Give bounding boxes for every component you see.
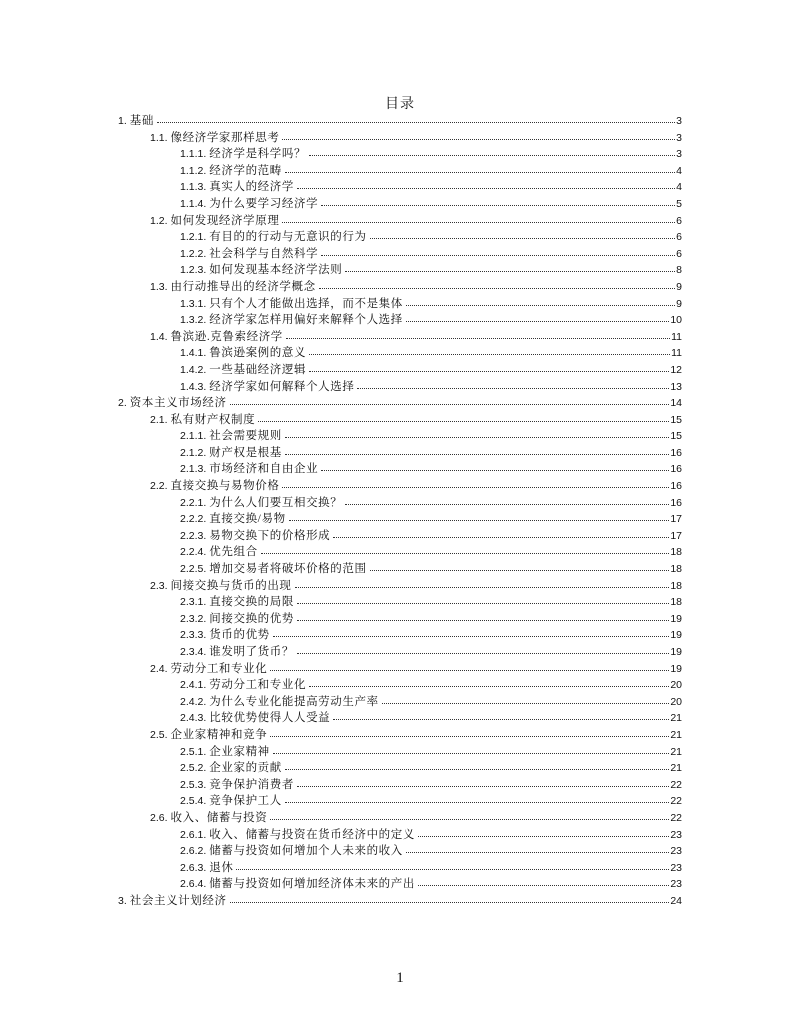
toc-entry-2-5[interactable] <box>118 726 682 743</box>
toc-entry-number: 2.4.3. <box>180 712 207 725</box>
dot-leader <box>282 129 675 141</box>
dot-leader <box>289 510 670 522</box>
toc-entry-label: 直接交换/易物 <box>209 513 286 526</box>
toc-entry-label: 经济学家如何解释个人选择 <box>209 380 355 393</box>
toc-entry-label: 基础 <box>129 115 154 127</box>
toc-entry-label: 社会科学与自然科学 <box>209 247 319 260</box>
toc-entry-label: 如何发现经济学原理 <box>170 214 280 227</box>
toc-entry-label: 企业家精神和竞争 <box>170 728 268 741</box>
toc-entry-1-4-1[interactable] <box>118 344 682 361</box>
toc-entry-2-1-2[interactable] <box>118 444 682 461</box>
dot-leader <box>309 676 669 688</box>
toc-entry-number: 1.4.1. <box>180 347 207 360</box>
toc-entry-number: 2.5.3. <box>180 778 207 791</box>
toc-entry-label: 私有财产权制度 <box>170 413 256 426</box>
toc-entry-label: 储蓄与投资如何增加个人未来的收入 <box>209 845 403 858</box>
toc-entry-page: 15 <box>670 430 682 443</box>
dot-leader <box>270 726 669 738</box>
toc-entry-page: 16 <box>670 446 682 459</box>
toc-entry-1-2[interactable] <box>118 212 682 229</box>
dot-leader <box>333 709 669 721</box>
dot-leader <box>370 228 675 240</box>
toc-entry-label: 像经济学家那样思考 <box>170 131 280 144</box>
dot-leader <box>321 460 669 472</box>
toc-entry-number: 1.4.3. <box>180 380 207 393</box>
dot-leader <box>345 494 669 506</box>
dot-leader <box>273 743 670 755</box>
toc-entry-2-5-1[interactable] <box>118 743 682 760</box>
toc-entry-2-1-1[interactable] <box>118 427 682 444</box>
dot-leader <box>286 328 670 340</box>
dot-leader <box>285 792 669 804</box>
toc-entry-1[interactable] <box>118 112 682 129</box>
toc-entry-number: 2.3.4. <box>180 646 207 658</box>
toc-entry-number: 2. <box>118 397 127 410</box>
toc-entry-page: 23 <box>670 878 682 891</box>
toc-entry-number: 2.3.2. <box>180 612 207 625</box>
dot-leader <box>285 162 675 174</box>
toc-entry-label: 间接交换的优势 <box>209 612 294 625</box>
toc-entry-label: 一些基础经济逻辑 <box>209 363 307 376</box>
dot-leader <box>261 543 670 555</box>
toc-entry-1-2-1[interactable] <box>118 228 682 245</box>
toc-entry-2-6-1[interactable] <box>118 826 682 843</box>
toc-entry-1-1-1[interactable] <box>118 145 682 162</box>
toc-entry-number: 2.5.1. <box>180 745 207 758</box>
toc-entry-page: 23 <box>670 845 682 858</box>
toc-entry-number: 1.1.2. <box>180 164 207 177</box>
toc-entry-1-2-2[interactable] <box>118 245 682 262</box>
toc-entry-label: 直接交换与易物价格 <box>170 480 280 493</box>
dot-leader <box>295 577 670 589</box>
dot-leader <box>297 593 669 605</box>
toc-entry-number: 2.4.1. <box>180 679 207 692</box>
toc-entry-2-4-3[interactable] <box>118 709 682 726</box>
toc-entry-label: 劳动分工和专业化 <box>209 679 307 692</box>
toc-entry-page: 14 <box>670 397 682 410</box>
toc-entry-2-3-1[interactable] <box>118 593 682 610</box>
toc-entry-label: 易物交换下的价格形成 <box>209 529 331 542</box>
toc-entry-number: 2.6.1. <box>180 828 207 841</box>
toc-entry-page: 8 <box>676 264 682 277</box>
toc-entry-number: 2.1.3. <box>180 463 207 476</box>
dot-leader <box>370 560 670 572</box>
dot-leader <box>321 245 675 257</box>
toc-entry-label: 竞争保护消费者 <box>209 778 294 791</box>
toc-entry-label: 社会主义计划经济 <box>129 894 227 907</box>
dot-leader <box>230 892 670 904</box>
toc-entry-page: 16 <box>670 496 682 509</box>
dot-leader <box>382 693 670 705</box>
toc-entry-page: 20 <box>670 695 682 708</box>
toc-entry-label: 由行动推导出的经济学概念 <box>170 280 316 293</box>
toc-entry-label: 货币的优势 <box>209 629 270 642</box>
toc-entry-page: 21 <box>670 745 682 758</box>
toc-entry-label: 竞争保护工人 <box>209 795 282 808</box>
toc-entry-page: 22 <box>670 811 682 824</box>
toc-entry-number: 2.4. <box>150 662 168 675</box>
toc-entry-number: 2.5.4. <box>180 795 207 808</box>
toc-entry-page: 24 <box>670 894 682 907</box>
dot-leader <box>282 477 669 489</box>
dot-leader <box>309 361 669 373</box>
toc-entry-label: 鲁滨逊案例的意义 <box>209 347 307 360</box>
toc-entry-page: 20 <box>670 679 682 692</box>
toc-entry-number: 2.1.2. <box>180 446 207 459</box>
toc-entry-page: 16 <box>670 480 682 493</box>
toc-entry-page: 22 <box>670 795 682 808</box>
toc-entry-2-6[interactable] <box>118 809 682 826</box>
toc-entry-page: 4 <box>676 181 682 194</box>
dot-leader <box>282 212 675 224</box>
toc-entry-number: 1.1. <box>150 131 168 144</box>
toc-entry-number: 2.2. <box>150 480 168 493</box>
toc-entry-label: 增加交易者将破坏价格的范围 <box>209 563 367 576</box>
page-number: 1 <box>396 970 404 986</box>
toc-entry-2-5-3[interactable] <box>118 776 682 793</box>
toc-entry-2-1-3[interactable] <box>118 460 682 477</box>
dot-leader <box>406 842 669 854</box>
toc-entry-label: 企业家的贡献 <box>209 762 282 775</box>
dot-leader <box>273 626 670 638</box>
toc-entry-page: 18 <box>670 546 682 559</box>
toc-entry-page: 6 <box>676 231 682 244</box>
toc-entry-number: 1. <box>118 115 127 127</box>
toc-entry-page: 13 <box>670 380 682 393</box>
toc-entry-page: 17 <box>670 513 682 526</box>
toc-entry-number: 2.3.1. <box>180 596 207 609</box>
toc-entry-label: 直接交换的局限 <box>209 596 294 609</box>
toc-entry-2-1[interactable] <box>118 411 682 428</box>
toc-entry-label: 优先组合 <box>209 546 258 559</box>
toc-entry-label: 有目的的行动与无意识的行为 <box>209 231 367 244</box>
dot-leader <box>285 444 669 456</box>
dot-leader <box>157 112 675 124</box>
toc-entry-1-2-3[interactable] <box>118 261 682 278</box>
dot-leader <box>357 378 669 390</box>
toc-entry-number: 2.5.2. <box>180 762 207 775</box>
toc-entry-2-6-2[interactable] <box>118 842 682 859</box>
dot-leader <box>321 195 675 207</box>
toc-entry-page: 21 <box>670 762 682 775</box>
toc-entry-page: 19 <box>670 662 682 675</box>
toc-entry-number: 2.2.5. <box>180 563 207 576</box>
dot-leader <box>297 643 669 655</box>
toc-entry-label: 储蓄与投资如何增加经济体未来的产出 <box>209 878 415 891</box>
toc-entry-label: 退休 <box>209 861 234 874</box>
table-of-contents <box>118 112 682 909</box>
toc-entry-label: 资本主义市场经济 <box>129 397 227 410</box>
toc-entry-label: 鲁滨逊.克鲁索经济学 <box>170 330 283 343</box>
toc-entry-number: 1.4.2. <box>180 363 207 376</box>
dot-leader <box>309 145 675 157</box>
dot-leader <box>333 527 669 539</box>
toc-entry-1-3[interactable] <box>118 278 682 295</box>
toc-entry-1-4-2[interactable] <box>118 361 682 378</box>
toc-entry-page: 18 <box>670 596 682 609</box>
toc-entry-number: 2.1.1. <box>180 430 207 443</box>
toc-entry-2-2-3[interactable] <box>118 527 682 544</box>
toc-entry-label: 经济学是科学吗？ <box>209 148 307 161</box>
toc-entry-number: 2.1. <box>150 413 168 426</box>
toc-entry-page: 18 <box>670 579 682 592</box>
dot-leader <box>406 295 675 307</box>
toc-entry-label: 为什么专业化能提高劳动生产率 <box>209 695 379 708</box>
toc-entry-2-4-1[interactable] <box>118 676 682 693</box>
toc-entry-2-4[interactable] <box>118 660 682 677</box>
toc-entry-number: 2.6.3. <box>180 861 207 874</box>
dot-leader <box>297 178 675 190</box>
toc-entry-label: 为什么要学习经济学 <box>209 197 319 210</box>
toc-entry-page: 23 <box>670 828 682 841</box>
toc-entry-2-3-4[interactable] <box>118 643 682 660</box>
toc-entry-page: 22 <box>670 778 682 791</box>
toc-entry-page: 21 <box>670 712 682 725</box>
toc-entry-label: 企业家精神 <box>209 745 270 758</box>
toc-entry-2-6-4[interactable] <box>118 875 682 892</box>
toc-entry-2-2-2[interactable] <box>118 510 682 527</box>
toc-entry-label: 财产权是根基 <box>209 446 282 459</box>
toc-entry-page: 11 <box>671 330 682 343</box>
dot-leader <box>418 875 669 887</box>
toc-entry-page: 4 <box>676 164 682 177</box>
dot-leader <box>258 411 669 423</box>
toc-entry-label: 收入、储蓄与投资 <box>170 811 268 824</box>
toc-entry-page: 17 <box>670 529 682 542</box>
toc-entry-number: 1.2.1. <box>180 231 207 244</box>
toc-entry-number: 1.1.4. <box>180 197 207 210</box>
toc-entry-2-3-3[interactable] <box>118 626 682 643</box>
toc-entry-label: 比较优势使得人人受益 <box>209 712 331 725</box>
toc-entry-label: 如何发现基本经济学法则 <box>209 264 343 277</box>
toc-entry-page: 19 <box>670 646 682 658</box>
toc-entry-1-4-3[interactable] <box>118 378 682 395</box>
toc-entry-page: 11 <box>671 347 682 360</box>
toc-entry-number: 2.2.1. <box>180 496 207 509</box>
dot-leader <box>270 809 669 821</box>
toc-entry-2-6-3[interactable] <box>118 859 682 876</box>
toc-entry-2-2-4[interactable] <box>118 543 682 560</box>
toc-entry-number: 1.4. <box>150 330 168 343</box>
toc-entry-2-2-1[interactable] <box>118 494 682 511</box>
dot-leader <box>285 427 669 439</box>
toc-entry-number: 2.6.4. <box>180 878 207 891</box>
toc-entry-number: 1.1.1. <box>180 148 207 161</box>
toc-entry-number: 2.2.2. <box>180 513 207 526</box>
dot-leader <box>270 660 669 672</box>
toc-entry-number: 2.2.3. <box>180 529 207 542</box>
toc-entry-number: 2.2.4. <box>180 546 207 559</box>
toc-entry-label: 市场经济和自由企业 <box>209 463 319 476</box>
toc-entry-label: 劳动分工和专业化 <box>170 662 268 675</box>
toc-entry-2-2[interactable] <box>118 477 682 494</box>
toc-entry-number: 1.2.3. <box>180 264 207 277</box>
toc-entry-label: 谁发明了货币？ <box>209 646 294 658</box>
toc-entry-2-5-2[interactable] <box>118 759 682 776</box>
toc-entry-page: 15 <box>670 413 682 426</box>
dot-leader <box>297 776 669 788</box>
toc-entry-label: 只有个人才能做出选择，而不是集体 <box>209 297 403 310</box>
toc-entry-number: 1.2. <box>150 214 168 227</box>
toc-entry-2-3-2[interactable] <box>118 610 682 627</box>
toc-entry-page: 3 <box>676 148 682 161</box>
toc-entry-2-2-5[interactable] <box>118 560 682 577</box>
dot-leader <box>319 278 675 290</box>
toc-entry-page: 5 <box>676 197 682 210</box>
toc-entry-label: 收入、储蓄与投资在货币经济中的定义 <box>209 828 415 841</box>
toc-entry-page: 9 <box>676 280 682 293</box>
toc-title: 目录 <box>385 97 415 112</box>
toc-entry-page: 3 <box>676 115 682 127</box>
toc-entry-label: 间接交换与货币的出现 <box>170 579 292 592</box>
toc-entry-page: 6 <box>676 247 682 260</box>
dot-leader <box>406 311 669 323</box>
toc-entry-2-5-4[interactable] <box>118 792 682 809</box>
toc-entry-label: 经济学的范畴 <box>209 164 282 177</box>
toc-entry-page: 18 <box>670 563 682 576</box>
toc-entry-number: 1.3. <box>150 280 168 293</box>
dot-leader <box>345 261 675 273</box>
dot-leader <box>309 344 670 356</box>
toc-entry-number: 2.6. <box>150 811 168 824</box>
toc-entry-number: 2.4.2. <box>180 695 207 708</box>
toc-entry-page: 23 <box>670 861 682 874</box>
toc-entry-label: 经济学家怎样用偏好来解释个人选择 <box>209 314 403 327</box>
dot-leader <box>297 610 669 622</box>
dot-leader <box>285 759 669 771</box>
toc-entry-1-1-3[interactable] <box>118 178 682 195</box>
toc-entry-2[interactable] <box>118 394 682 411</box>
toc-entry-1-1-4[interactable] <box>118 195 682 212</box>
toc-entry-1-4[interactable] <box>118 328 682 345</box>
toc-entry-2-4-2[interactable] <box>118 693 682 710</box>
toc-entry-page: 19 <box>670 629 682 642</box>
toc-entry-number: 2.3. <box>150 579 168 592</box>
dot-leader <box>236 859 669 871</box>
toc-entry-number: 2.6.2. <box>180 845 207 858</box>
toc-entry-page: 6 <box>676 214 682 227</box>
toc-entry-3[interactable] <box>118 892 682 909</box>
toc-entry-number: 1.3.1. <box>180 297 207 310</box>
toc-entry-page: 16 <box>670 463 682 476</box>
toc-entry-page: 3 <box>676 131 682 144</box>
toc-entry-1-3-1[interactable] <box>118 295 682 312</box>
toc-entry-label: 社会需要规则 <box>209 430 282 443</box>
toc-entry-number: 1.3.2. <box>180 314 207 327</box>
dot-leader <box>418 826 669 838</box>
toc-entry-number: 1.2.2. <box>180 247 207 260</box>
toc-entry-1-1[interactable] <box>118 129 682 146</box>
toc-entry-2-3[interactable] <box>118 577 682 594</box>
toc-entry-1-3-2[interactable] <box>118 311 682 328</box>
toc-entry-page: 19 <box>670 612 682 625</box>
toc-entry-page: 12 <box>670 363 682 376</box>
toc-entry-number: 3. <box>118 894 127 907</box>
toc-entry-label: 真实人的经济学 <box>209 181 294 194</box>
toc-entry-page: 9 <box>676 297 682 310</box>
toc-entry-number: 1.1.3. <box>180 181 207 194</box>
toc-entry-page: 21 <box>670 728 682 741</box>
toc-entry-1-1-2[interactable] <box>118 162 682 179</box>
dot-leader <box>230 394 670 406</box>
toc-entry-number: 2.3.3. <box>180 629 207 642</box>
toc-entry-number: 2.5. <box>150 728 168 741</box>
toc-entry-page: 10 <box>670 314 682 327</box>
toc-entry-label: 为什么人们要互相交换？ <box>209 496 343 509</box>
